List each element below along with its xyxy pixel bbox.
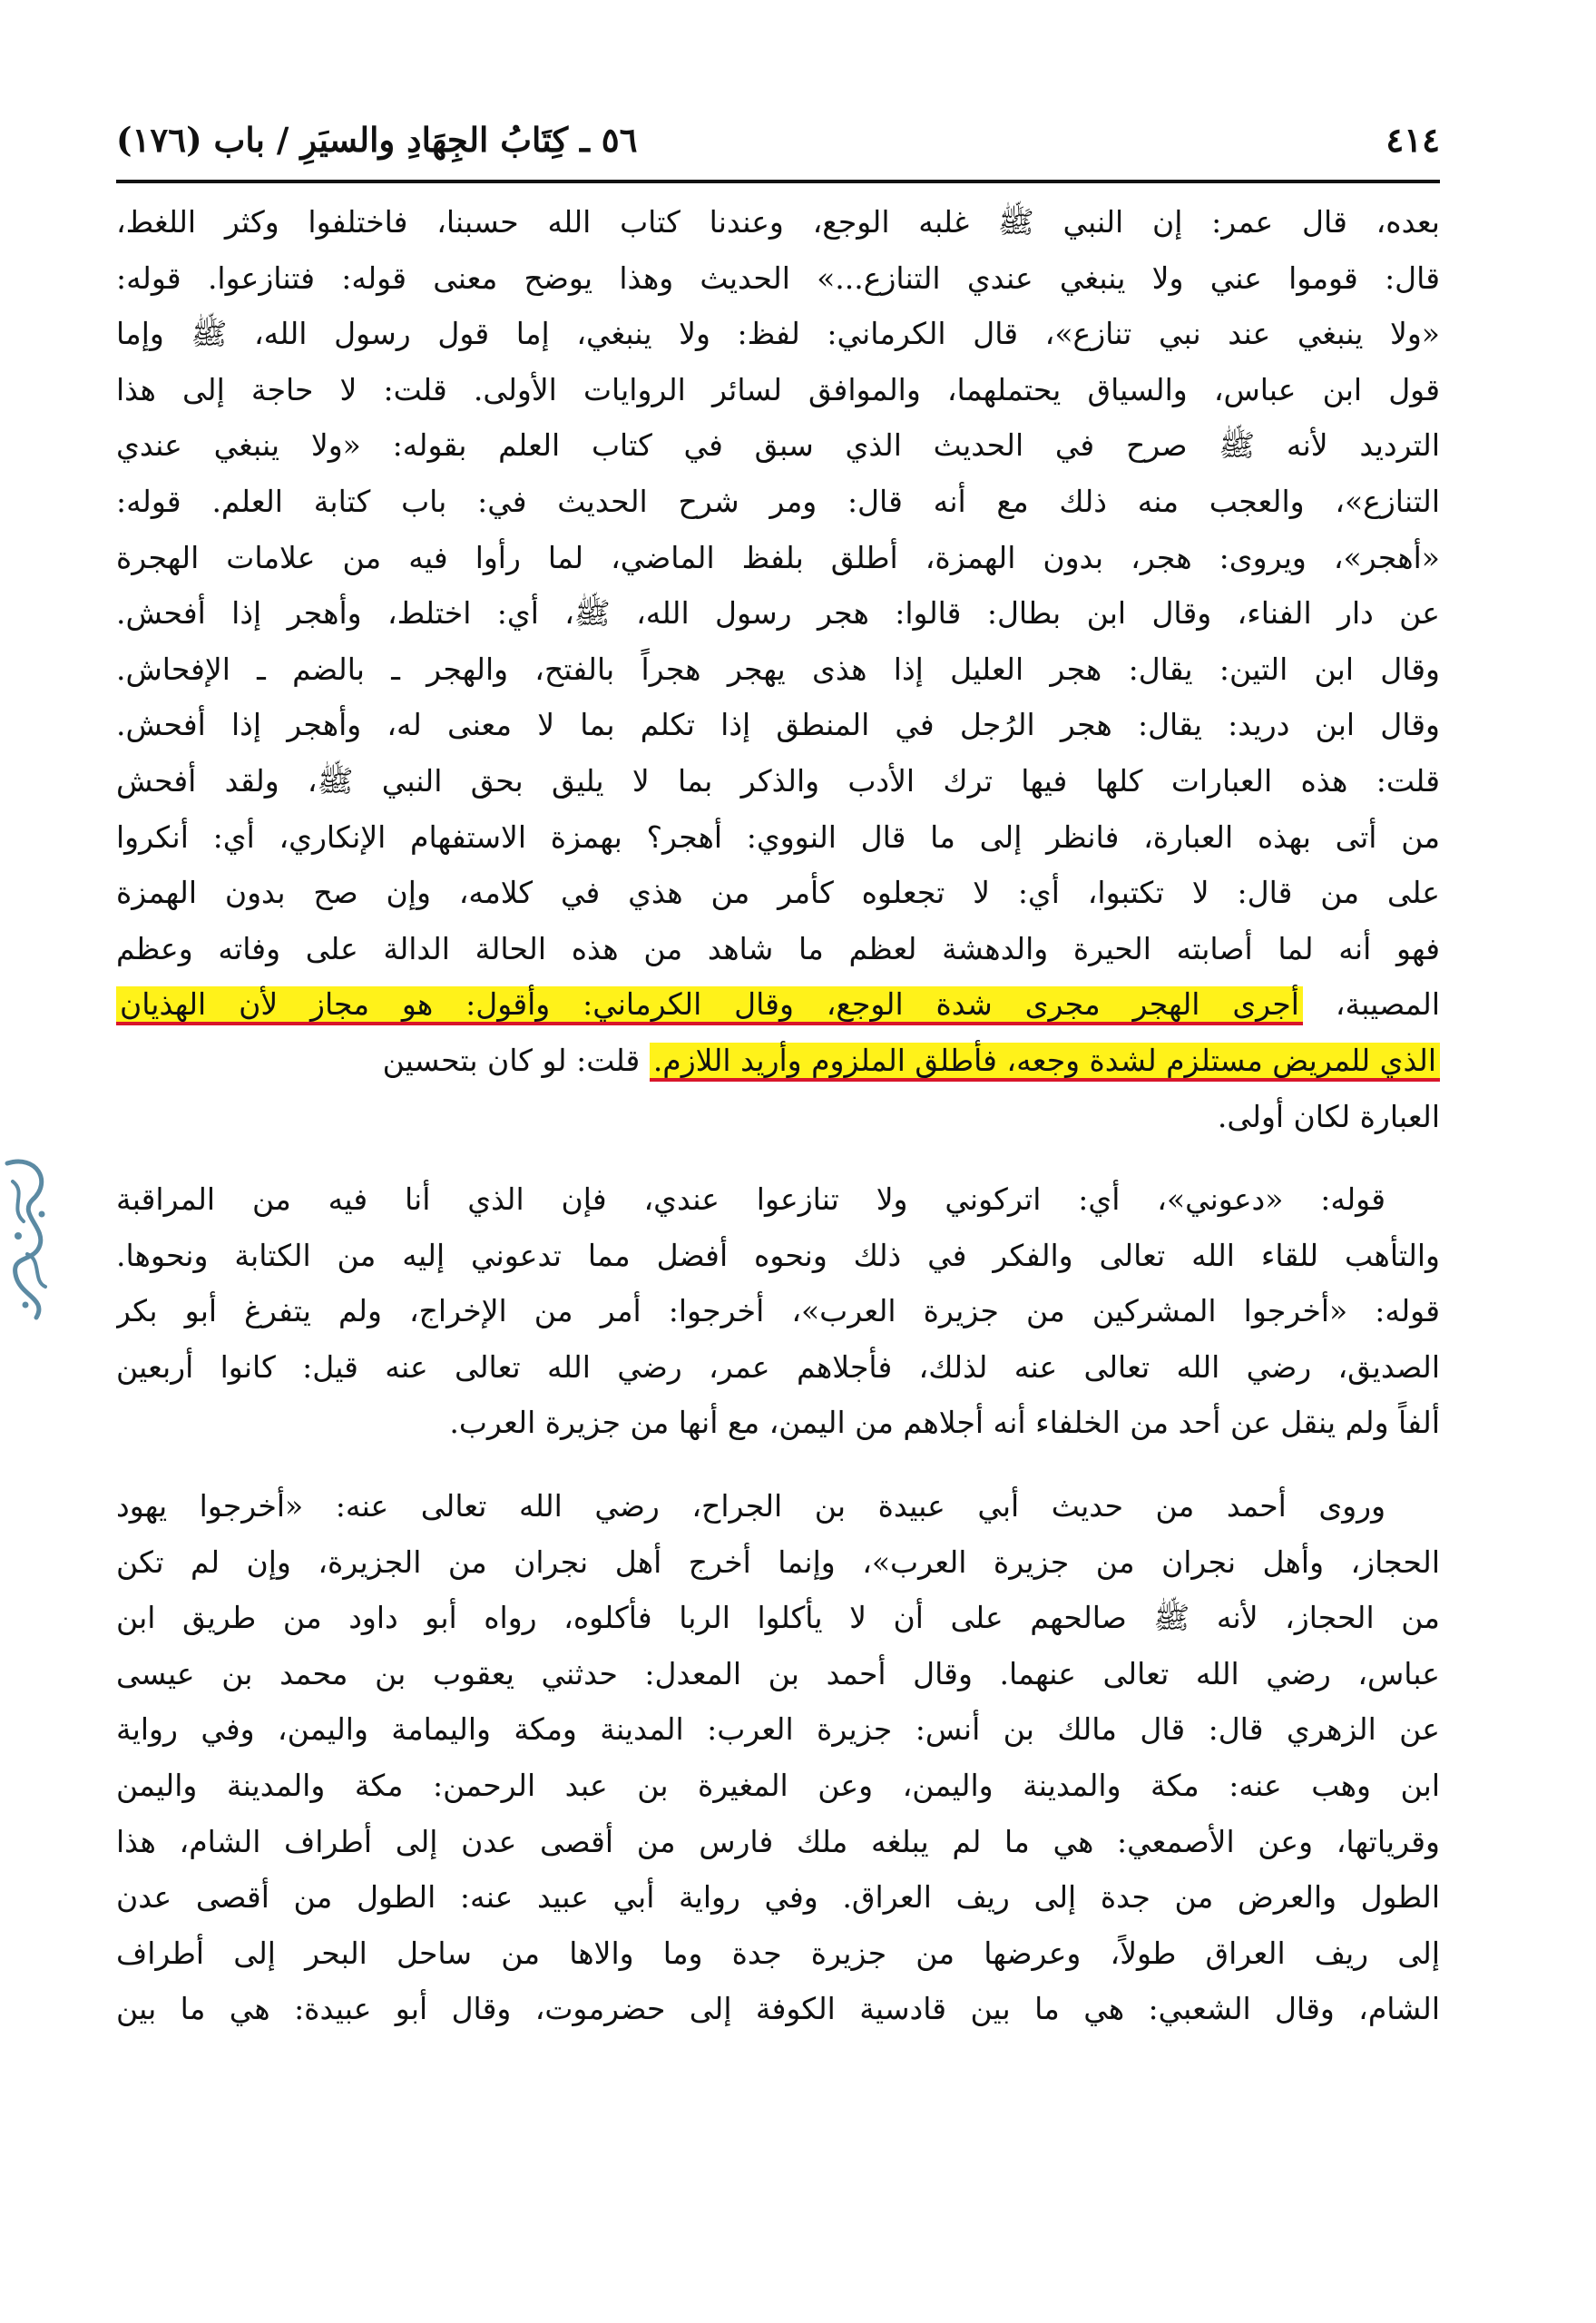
text-line: فهو أنه لما أصابته الحيرة والدهشة لعظم ما شاهد من هذه الحالة الدالة على وفاته وعظم (116, 930, 1440, 966)
text-line: قال: قوموا عني ولا ينبغي عندي التنازع...» الحديث وهذا يوضح معنى قوله: فتنازعوا. قوله: (116, 260, 1440, 296)
calligraphy-stamp-logo (0, 1145, 58, 1327)
text-line: وروى أحمد من حديث أبي عبيدة بن الجراح، رضي الله تعالى عنه: «أخرجوا يهود (116, 1488, 1385, 1524)
text-line: ابن وهب عنه: مكة والمدينة واليمن، وعن المغيرة بن عبد الرحمن: مكة والمدينة واليمن (116, 1768, 1440, 1804)
text-line: قوله: «أخرجوا المشركين من جزيرة العرب»، أخرجوا: أمر من الإخراج، ولم يتفرغ أبو بكر (116, 1293, 1440, 1329)
text-line: ألفاً ولم ينقل عن أحد من الخلفاء أنه أجلاهم من اليمن، مع أنها من جزيرة العرب. (449, 1405, 1440, 1441)
text-line: الشام، وقال الشعبي: هي ما بين قادسية الكوفة إلى حضرموت، وقال أبو عبيدة: هي ما بين (116, 1991, 1440, 2027)
text-line: من الحجاز، لأنه ﷺ صالحهم على أن لا يأكلوا الربا فأكلوه، رواه أبو داود من طريق ابن (116, 1600, 1440, 1636)
text-line: «أهجر»، ويروى: هجر، بدون الهمزة، أطلق بلفظ الماضي، لما رأوا فيه من علامات الهجرة (116, 539, 1440, 575)
text-line: التنازع»، والعجب منه ذلك مع أنه قال: ومر شرح الحديث في: باب كتابة العلم. قوله: (116, 483, 1440, 519)
highlighted-line-2 (116, 1033, 1440, 1089)
paragraph-gap (116, 1451, 1440, 1478)
highlighted-passage: أجرى الهجر مجرى شدة الوجع، وقال الكرماني: وأقول: هو مجاز لأن الهذيان (116, 986, 1303, 1022)
text-line: الطول والعرض من جدة إلى ريف العراق. وفي رواية أبي عبيد عنه: الطول من أقصى عدن (116, 1879, 1440, 1916)
text-line: «ولا ينبغي عند نبي تنازع»، قال الكرماني: لفظ: ولا ينبغي، إما قول رسول الله، ﷺ وإما (116, 316, 1440, 352)
text-line: على من قال: لا تكتبوا، أي: لا تجعلوه كأمر من هذي في كلامه، وإن صح بدون الهمزة (116, 875, 1440, 911)
text-line: الصديق، رضي الله تعالى عنه لذلك، فأجلاهم عمر، رضي الله تعالى عنه قيل: كانوا أربعين (116, 1348, 1440, 1385)
line-tail-text: قلت: لو كان بتحسين (382, 1042, 650, 1078)
text-line: وقرياتها، وعن الأصمعي: هي ما لم يبلغه ملك فارس من أقصى عدن إلى أطراف الشام، هذا (116, 1823, 1440, 1859)
text-line: الترديد لأنه ﷺ صرح في الحديث الذي سبق في كتاب العلم بقوله: «ولا ينبغي عندي (116, 427, 1440, 464)
text-line: عباس، رضي الله تعالى عنهما. وقال أحمد بن المعدل: حدثني يعقوب بن محمد بن عيسى (116, 1655, 1440, 1691)
text-line: وقال ابن دريد: يقال: هجر الرُجل في المنطق إذا تكلم بما لا معنى له، وأهجر إذا أفحش. (116, 707, 1440, 743)
paragraph-2 (116, 1171, 1440, 1451)
page-number: ٤١٤ (1385, 120, 1440, 160)
text-line: بعده، قال عمر: إن النبي ﷺ غلبه الوجع، وعندنا كتاب الله حسبنا، فاختلفوا وكثر اللغط، (116, 204, 1440, 240)
text-line: قوله: «دعوني»، أي: اتركوني ولا تنازعوا عندي، فإن الذي أنا فيه من المراقبة (116, 1181, 1385, 1218)
text-line: من أتى بهذه العبارة، فانظر إلى ما قال النووي: أهجر؟ بهمزة الاستفهام الإنكاري، أي: أنكروا (116, 818, 1440, 855)
paragraph-3 (116, 1478, 1440, 2037)
paragraph-1 (116, 194, 1440, 1144)
text-line: الحجاز، وأهل نجران من جزيرة العرب»، وإنما أخرج أهل نجران من الجزيرة، وإن لم تكن (116, 1544, 1440, 1580)
running-title: ٥٦ ـ كِتَابُ الجِهَادِ والسيَرِ / باب (١٧٦) (116, 120, 638, 160)
page-header (116, 107, 1440, 172)
text-line: قلت: هذه العبارات كلها فيها ترك الأدب والذكر بما لا يليق بحق النبي ﷺ، ولقد أفحش (116, 762, 1440, 799)
page-body (116, 194, 1440, 2037)
text-line: والتأهب للقاء الله تعالى والفكر في ذلك ونحوه أفضل مما تدعوني إليه من الكتابة ونحوها. (116, 1237, 1440, 1273)
text-line: العبارة لكان أولى. (1217, 1098, 1440, 1134)
text-line: وقال ابن التين: يقال: هجر العليل إذا هذى يهجر هجراً بالفتح، والهجر ـ بالضم ـ الإفحاش. (116, 651, 1440, 687)
header-rule (116, 180, 1440, 183)
paragraph-gap (116, 1144, 1440, 1171)
highlighted-line-1 (116, 976, 1440, 1033)
text-line: عن الزهري قال: قال مالك بن أنس: جزيرة العرب: المدينة ومكة واليمامة واليمن، وفي رواية (116, 1711, 1440, 1748)
line-lead-text: المصيبة، (1302, 986, 1440, 1023)
text-line: إلى ريف العراق طولاً، وعرضها من جزيرة جدة وما والاها من ساحل البحر إلى أطراف (116, 1935, 1440, 1971)
text-line: قول ابن عباس، والسياق يحتملهما، والموافق لسائر الروايات الأولى. قلت: لا حاجة إلى هذا (116, 371, 1440, 407)
highlighted-passage: الذي للمريض مستلزم لشدة وجعه، فأطلق الملزوم وأريد اللازم. (650, 1043, 1440, 1078)
text-line: عن دار الفناء، وقال ابن بطال: قالوا: هجر رسول الله، ﷺ، أي: اختلط، وأهجر إذا أفحش. (116, 595, 1440, 632)
